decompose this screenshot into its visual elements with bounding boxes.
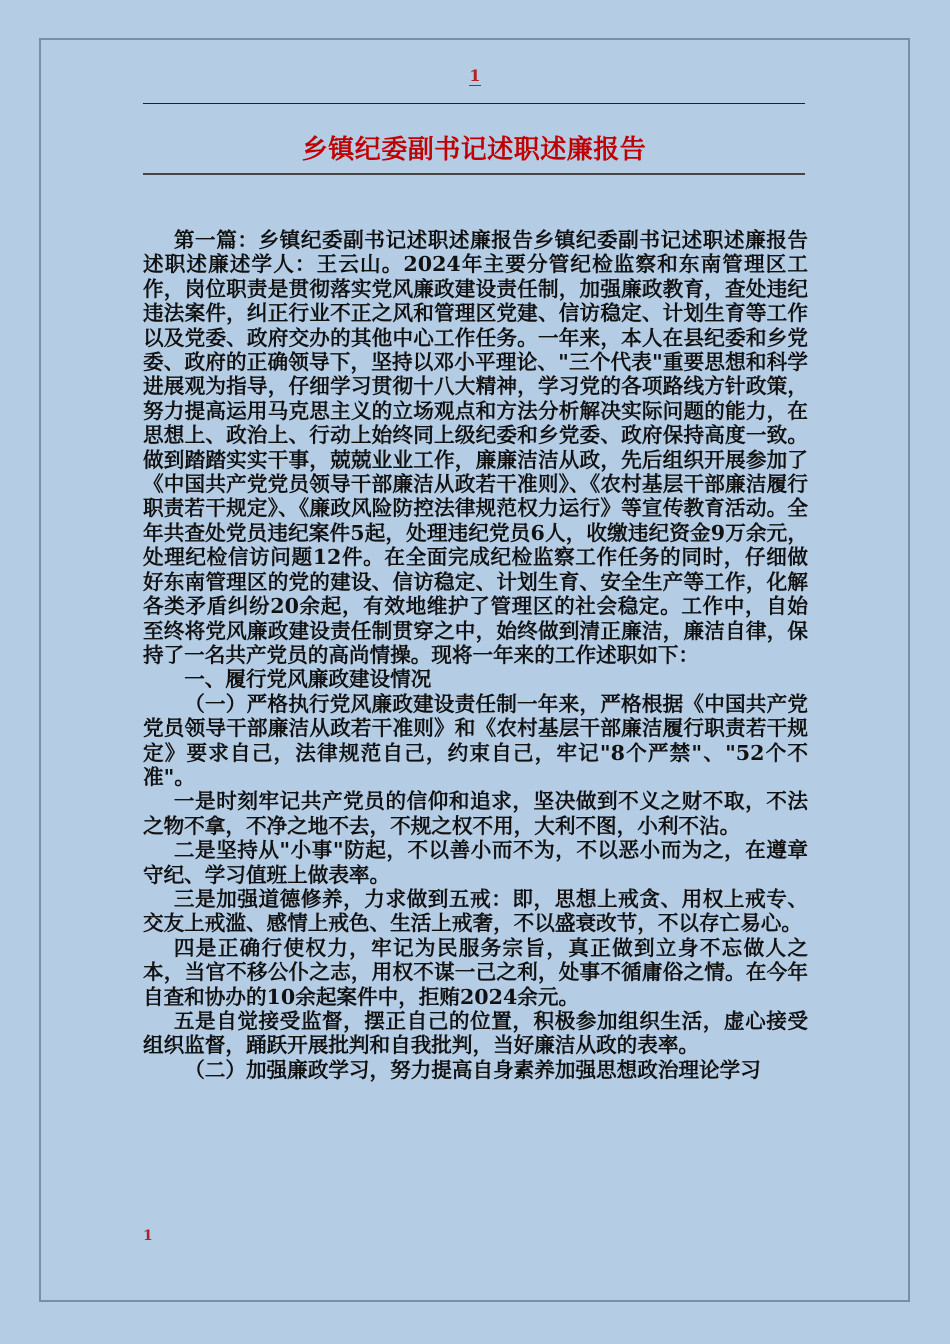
document-body	[143, 228, 808, 1082]
document-title: 乡镇纪委副书记述职述廉报告	[301, 135, 647, 165]
paragraph-point-5: 五是自觉接受监督，摆正自己的位置，积极参加组织生活，虚心接受组织监督，踊跃开展批判和自我批判，当好廉洁从政的表率。	[143, 1009, 808, 1058]
paragraph-point-2: 二是坚持从"小事"防起，不以善小而不为，不以恶小而为之，在遵章守纪、学习值班上做表率。	[143, 838, 808, 887]
section-heading-1: 一、履行党风廉政建设情况	[184, 667, 432, 692]
header-divider	[143, 103, 805, 104]
paragraph-point-1: 一是时刻牢记共产党员的信仰和追求，坚决做到不义之财不取，不法之物不拿，不净之地不去，不规之权不用，大利不图，小利不沾。	[143, 789, 808, 838]
title-divider	[143, 173, 805, 175]
paragraph-point-3: 三是加强道德修养，力求做到五戒：即，思想上戒贪、用权上戒专、交友上戒滥、感情上戒色、生活上戒奢，不以盛衰改节，不以存亡易心。	[143, 886, 808, 936]
footer-page-number: 1	[143, 1228, 153, 1244]
paragraph-subsection-2: （二）加强廉政学习，努力提高自身素养加强思想政治理论学习	[184, 1057, 761, 1082]
paragraph-intro: 第一篇：乡镇纪委副书记述职述廉报告乡镇纪委副书记述职述廉报告述职述廉述学人：王云山。2024年主要分管纪检监察和东南管理区工作，岗位职责是贯彻落实党风廉政建设责任制，加强廉政教育，查处违纪违法案件，纠正行业不正之风和管理区党建、信访稳定、计划生育等工作以及党委、政府交办的其他中心工作任务。一年来，本人在县纪委和乡党委、政府的正确领导下，坚持以邓小平理论、"三个代表"重要思想和科学进展观为指导，仔细学习贯彻十八大精神，学习党的各项路线方针政策，努力提高运用马克思主义的立场观点和方法分析解决实际问题的能力，在思想上、政治上、行动上始终同上级纪委和乡党委、政府保持高度一致。做到踏踏实实干事，兢兢业业工作，廉廉洁洁从政，先后组织开展参加了《中国共产党党员领导干部廉洁从政若干准则》、《农村基层干部廉洁履行职责若干规定》、《廉政风险防控法律规范权力运行》等宣传教育活动。全年共查处党员违纪案件5起，处理违纪党员6人，收缴违纪资金9万余元，处理纪检信访问题12件。在全面完成纪检监察工作任务的同时，仔细做好东南管理区的党的建设、信访稳定、计划生育、安全生产等工作，化解各类矛盾纠纷20余起，有效地维护了管理区的社会稳定。工作中，自始至终将党风廉政建设责任制贯穿之中，始终做到清正廉洁，廉洁自律，保持了一名共产党员的高尚情操。现将一年来的工作述职如下：	[143, 228, 808, 667]
paragraph-subsection-1: （一）严格执行党风廉政建设责任制一年来，严格根据《中国共产党党员领导干部廉洁从政若干准则》和《农村基层干部廉洁履行职责若干规定》要求自己，法律规范自己，约束自己，牢记"8个严禁"、"52个不准"。	[143, 691, 808, 789]
header-page-number: 1	[469, 66, 481, 85]
paragraph-point-4: 四是正确行使权力，牢记为民服务宗旨，真正做到立身不忘做人之本，当官不移公仆之志，用权不谋一己之利，处事不循庸俗之情。在今年自查和协办的10余起案件中，拒贿2024余元。	[143, 935, 808, 1009]
